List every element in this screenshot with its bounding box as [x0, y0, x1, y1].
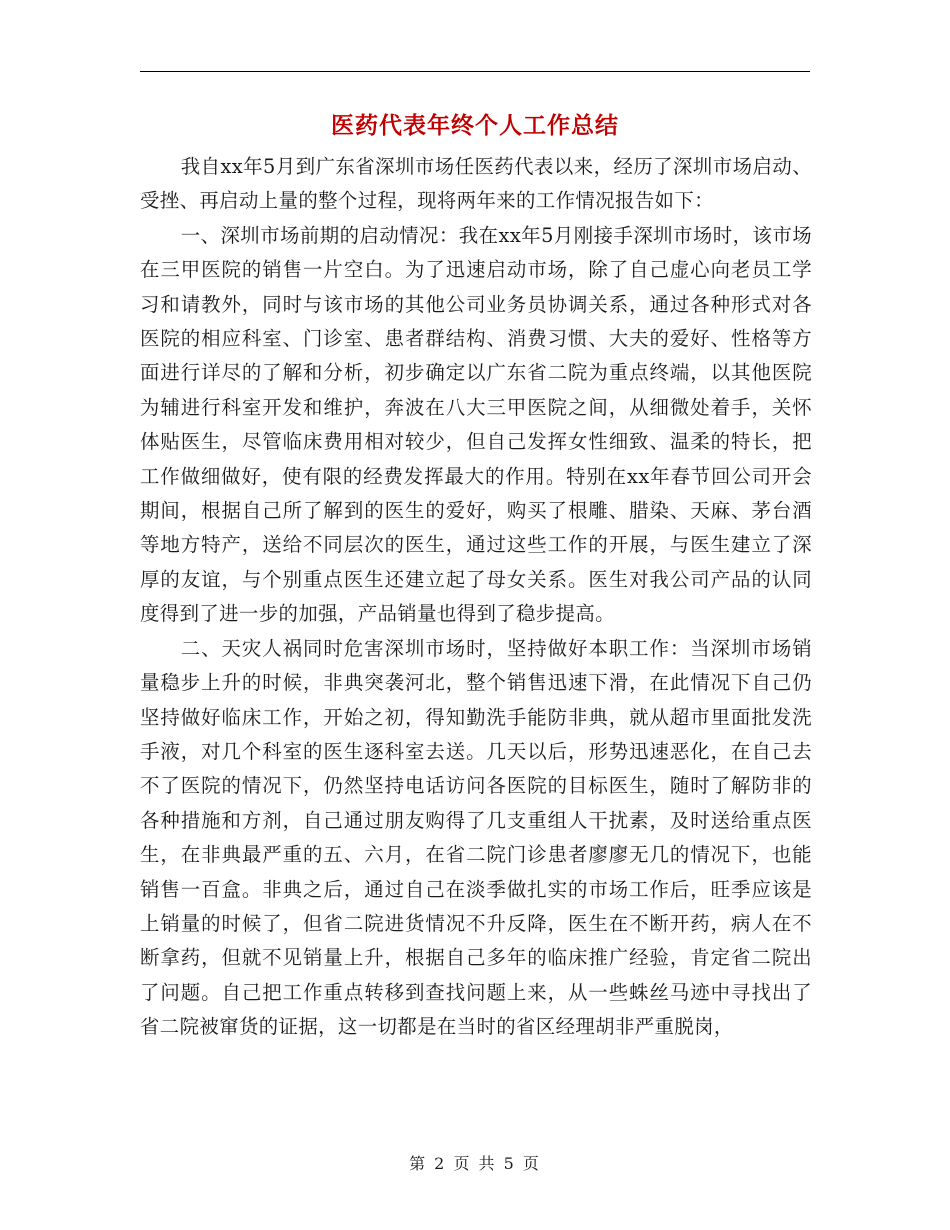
- header-rule: [140, 71, 810, 72]
- paragraph-section-2: 二、天灾人祸同时危害深圳市场时，坚持做好本职工作：当深圳市场销量稳步上升的时候，非典突袭河北，整个销售迅速下滑，在此情况下自己仍坚持做好临床工作，开始之初，得知勤洗手能防非典，就从超市里面批发洗手液，对几个科室的医生逐科室去送。几天以后，形势迅速恶化，在自己去不了医院的情况下，仍然坚持电话访问各医院的目标医生，随时了解防非的各种措施和方剂，自己通过朋友购得了几支重组人干扰素，及时送给重点医生，在非典最严重的五、六月，在省二院门诊患者廖廖无几的情况下，也能销售一百盒。非典之后，通过自己在淡季做扎实的市场工作后，旺季应该是上销量的时候了，但省二院进货情况不升反降，医生在不断开药，病人在不断拿药，但就不见销量上升，根据自己多年的临床推广经验，肯定省二院出了问题。自己把工作重点转移到查找问题上来，从一些蛛丝马迹中寻找出了省二院被窜货的证据，这一切都是在当时的省区经理胡非严重脱岗，: [140, 636, 812, 1039]
- page-footer: 第 2 页 共 5 页: [409, 1154, 541, 1173]
- paragraph-intro: 我自xx年5月到广东省深圳市场任医药代表以来，经历了深圳市场启动、受挫、再启动上量的整个过程，现将两年来的工作情况报告如下：: [140, 155, 812, 213]
- document-body: [140, 150, 812, 1045]
- paragraph-section-1: 一、深圳市场前期的启动情况：我在xx年5月刚接手深圳市场时，该市场在三甲医院的销售一片空白。为了迅速启动市场，除了自己虚心向老员工学习和请教外，同时与该市场的其他公司业务员协调关系，通过各种形式对各医院的相应科室、门诊室、患者群结构、消费习惯、大夫的爱好、性格等方面进行详尽的了解和分析，初步确定以广东省二院为重点终端，以其他医院为辅进行科室开发和维护，奔波在八大三甲医院之间，从细微处着手，关怀体贴医生，尽管临床费用相对较少，但自己发挥女性细致、温柔的特长，把工作做细做好，使有限的经费发挥最大的作用。特别在xx年春节回公司开会期间，根据自己所了解到的医生的爱好，购买了根雕、腊染、天麻、茅台酒等地方特产，送给不同层次的医生，通过这些工作的开展，与医生建立了深厚的友谊，与个别重点医生还建立起了母女关系。医生对我公司产品的认同度得到了进一步的加强，产品销量也得到了稳步提高。: [140, 223, 812, 626]
- document-title: 医药代表年终个人工作总结: [331, 113, 619, 139]
